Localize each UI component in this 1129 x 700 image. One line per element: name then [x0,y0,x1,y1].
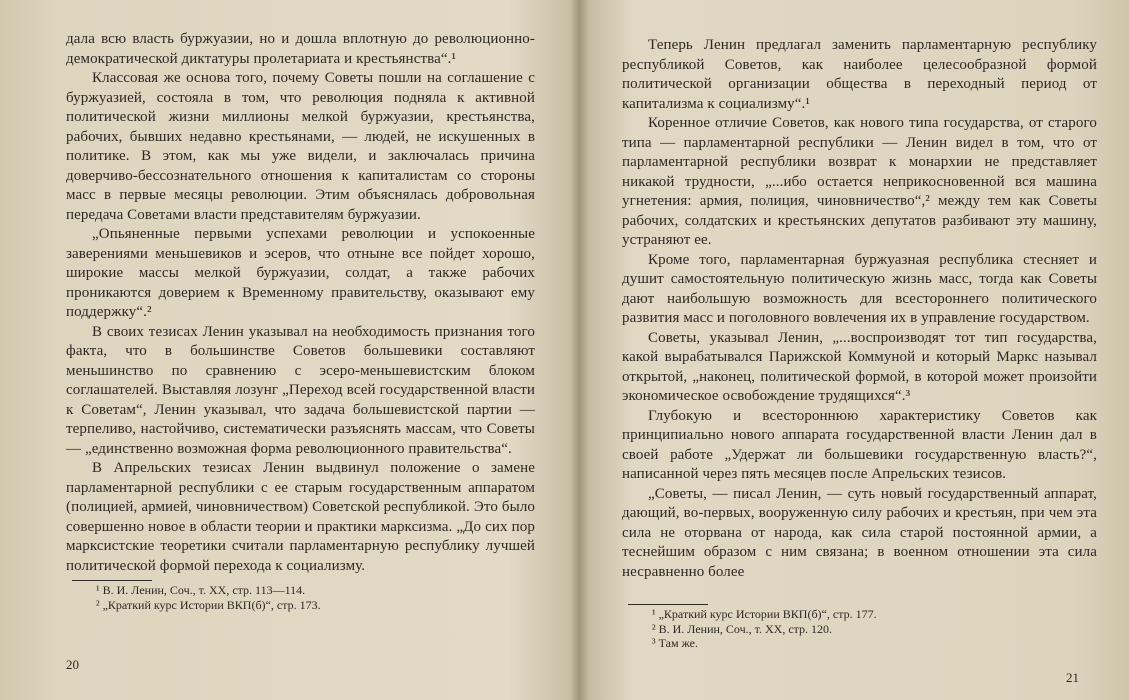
footnote: ² В. И. Ленин, Соч., т. XX, стр. 120. [652,621,833,636]
paragraph: Классовая же основа того, почему Советы пошли на соглашение с буржуазией, состояла в том, что революция подняла к активной политической жизни миллионы мелкой буржуазии, крестьянства, рабочих, бывших недавно крестьянами, — людей, не искушенных в политике. В этом, как мы уже видели, и заключалась причина доверчиво-бессознательного отношения к капиталистам со стороны масс в первые месяцы революции. Этим объяснялась добровольная передача Советами власти представителям буржуазии. [66,70,535,223]
paragraph: Кроме того, парламентарная буржуазная республика стесняет и душит самостоятельную политическую жизнь масс, тогда как Советы дают наибольшую возможность для всестороннего политического развития масс и поголовного вовлечения их в управление государством. [622,251,1097,326]
page-number: 21 [1066,670,1079,685]
paragraph: В своих тезисах Ленин указывал на необходимость признания того факта, что в большинстве Советов большевики составляют меньшинство по сравнению с эсеро-меньшевистским блоком соглашателей. Выставляя лозунг „Переход всей государственной власти к Советам“, Ленин указывал, что задача большевистской партии — терпеливо, настойчиво, систематически разъяснять массам, что Советы — „единственно возможная форма революционного правительства“. [66,323,535,457]
page-number: 20 [66,657,79,672]
right-footnotes [622,607,1097,651]
footnote: ³ Там же. [652,636,699,650]
paragraph: Глубокую и всестороннюю характеристику Советов как принципиально нового аппарата государственной власти Ленин дал в своей работе „Удержат ли большевики государственную власть?“, написанной через пять месяцев после Апрельских тезисов. [622,407,1097,482]
right-body [622,36,1097,582]
paragraph: „Опьяненные первыми успехами революции и успокоенные заверениями меньшевиков и эсеров, что отныне все пойдет хорошо, широкие массы мелкой буржуазии, солдат, а также рабочих проникаются доверием к Временному правительству, оказывают ему поддержку“.² [66,226,535,320]
footnote-divider [628,604,708,605]
footnote: ¹ „Краткий курс Истории ВКП(б)“, стр. 177. [652,607,877,621]
footnote: ² „Краткий курс Истории ВКП(б)“, стр. 173. [96,597,321,612]
paragraph: „Советы, — писал Ленин, — суть новый государственный аппарат, дающий, во-первых, вооруженную силу рабочих и крестьян, при чем эта сила не оторвана от народа, как сила старой постоянной армии, а теснейшим образом с ним связана; в военном отношении эта сила несравненно более [622,485,1097,580]
left-footnotes [66,583,535,612]
right-page [585,0,1129,700]
footnote-divider [72,580,152,581]
paragraph: Теперь Ленин предлагал заменить парламентарную республику республикой Советов, как наиболее целесообразной формой политической организации общества в переходный период от капитализма к социализму“.¹ [622,37,1097,112]
footnote: ¹ В. И. Ленин, Соч., т. XX, стр. 113—114. [96,583,306,597]
left-body [66,30,535,576]
paragraph: дала всю власть буржуазии, но и дошла вплотную до революционно-демократической диктатуры пролетариата и крестьянства“.¹ [66,31,535,67]
paragraph: В Апрельских тезисах Ленин выдвинул положение о замене парламентарной республики с ее старым государственным аппаратом (полицией, армией, чиновничеством) Советской республикой. Это было совершенно новое в области теории и практики марксизма. „До сих пор марксистские теоретики считали парламентарную республику лучшей политической формой перехода к социализму. [66,460,535,574]
paragraph: Коренное отличие Советов, как нового типа государства, от старого типа — парламентарной республики — Ленин видел в том, что от парламентарной республики возврат к монархии не представляет никакой трудности, „...ибо остается неприкосновенной вся машина угнетения: армия, полиция, чиновничество“,² между тем как Советы рабочих, солдатских и крестьянских депутатов разбивают эту машину, устраняют ее. [622,115,1097,248]
paragraph: Советы, указывал Ленин, „...воспроизводят тот тип государства, какой вырабатывался Парижской Коммуной и который Маркс называл открытой, „наконец, политической формой, в которой может произойти экономическое освобождение трудящихся“.³ [622,329,1097,404]
